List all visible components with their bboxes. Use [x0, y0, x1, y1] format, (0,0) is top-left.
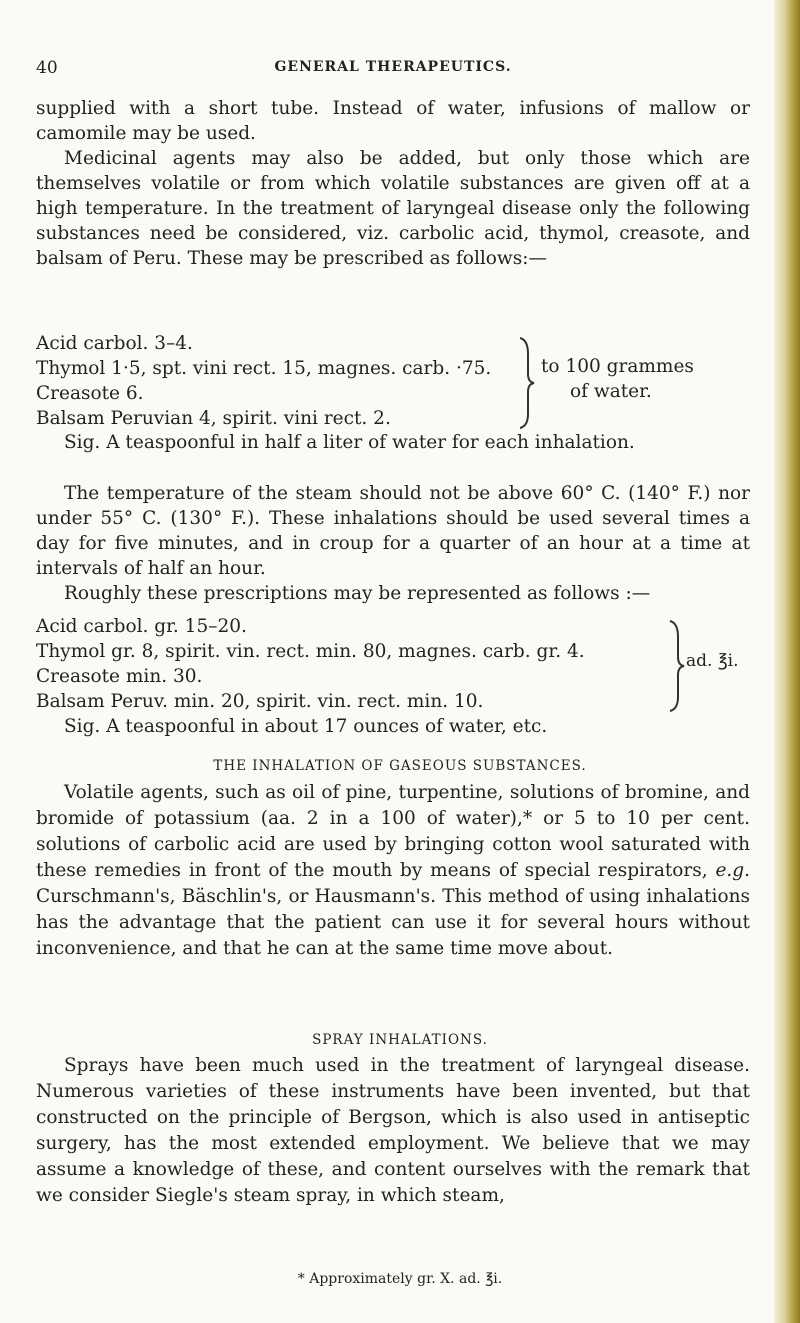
- prescription-1-line: Acid carbol. 3–4.: [36, 333, 193, 354]
- intro-paragraph-1: supplied with a short tube. Instead of water, infusions of mallow or camomile may be used.: [36, 98, 750, 144]
- intro-text: [36, 96, 750, 271]
- prescription-2-line: Creasote min. 30.: [36, 666, 203, 687]
- brace-2-note: ad. ℥i.: [686, 651, 739, 671]
- brace-1: [518, 336, 538, 430]
- prescription-2-sig: Sig. A teaspoonful in about 17 ounces of water, etc.: [64, 716, 548, 737]
- prescription-2-line: Acid carbol. gr. 15–20.: [36, 616, 247, 637]
- page-edge-gilding: [774, 0, 800, 1323]
- section-1-text-part: Curschmann's, Bäschlin's, or Hausmann's. This method of using inhalations has the advantage that the patient can use it for several hours without inconvenience, and that he can at the same time move about.: [36, 886, 750, 959]
- page-number: 40: [36, 58, 58, 78]
- prescription-2-line: Thymol gr. 8, spirit. vin. rect. min. 80, magnes. carb. gr. 4.: [36, 641, 585, 662]
- brace-2: [668, 619, 688, 713]
- prescription-1-line: Balsam Peruvian 4, spirit. vini rect. 2.: [36, 408, 391, 429]
- intro-paragraph-2: Medicinal agents may also be added, but only those which are themselves volatile or from which volatile substances are given off at a high temperature. In the treatment of laryngeal disease only the following substances need be considered, viz. carbolic acid, thymol, creasote, and balsam of Peru. These may be prescribed as follows:—: [36, 148, 750, 269]
- prescription-2: [36, 614, 750, 714]
- running-head: GENERAL THERAPEUTICS.: [274, 59, 512, 75]
- middle-paragraph-1: The temperature of the steam should not be above 60° C. (140° F.) nor under 55° C. (130° F.). These inhalations should be used several times a day for five minutes, and in croup for a quarter of an hour at a time at intervals of half an hour.: [36, 483, 750, 579]
- section-2-text: [36, 1053, 750, 1209]
- brace-1-note-line1: to 100 grammes: [541, 356, 694, 377]
- page-header: [36, 58, 750, 82]
- section-2-paragraph: Sprays have been much used in the treatment of laryngeal disease. Numerous varieties of these instruments have been invented, but that constructed on the principle of Bergson, which is also used in antiseptic surgery, has the most extended employment. We believe that we may assume a knowledge of these, and content ourselves with the remark that we consider Siegle's steam spray, in which steam,: [36, 1055, 750, 1206]
- prescription-1-line: Thymol 1·5, spt. vini rect. 15, magnes. carb. ·75.: [36, 358, 492, 379]
- section-heading: SPRAY INHALATIONS.: [312, 1032, 488, 1048]
- footnote: * Approximately gr. X. ad. ℥i.: [297, 1271, 503, 1287]
- brace-1-note-line2: of water.: [570, 381, 652, 402]
- section-1-text-part: Volatile agents, such as oil of pine, turpentine, solutions of bromine, and bromide of potassium (aa. 2 in a 100 of water),* or 5 to 10 per cent. solutions of carbolic acid are used by bringing cotton wool saturated with these remedies in front of the mouth by means of special respirators,: [36, 782, 750, 881]
- prescription-1-sig: Sig. A teaspoonful in half a liter of water for each inhalation.: [64, 432, 635, 453]
- section-1-text: [36, 780, 750, 962]
- section-1-paragraph: [36, 780, 750, 962]
- prescription-1-line: Creasote 6.: [36, 383, 144, 404]
- middle-paragraph-2: Roughly these prescriptions may be represented as follows :—: [64, 583, 651, 604]
- section-heading: THE INHALATION OF GASEOUS SUBSTANCES.: [213, 758, 587, 774]
- middle-text: [36, 481, 750, 606]
- prescription-2-line: Balsam Peruv. min. 20, spirit. vin. rect. min. 10.: [36, 691, 484, 712]
- section-1-italic: e.g.: [715, 860, 750, 881]
